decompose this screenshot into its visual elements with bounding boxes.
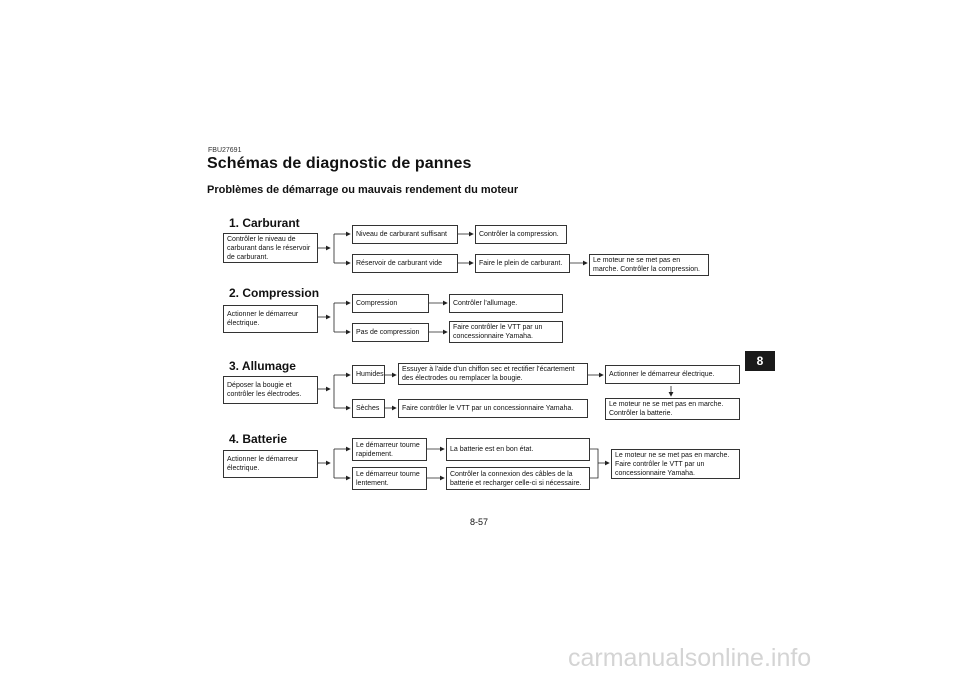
- allumage-dry-action-box: Faire contrôler le VTT par un concessionnaire Yamaha.: [398, 399, 588, 418]
- allumage-wet-next-box: Actionner le démarreur électrique.: [605, 365, 740, 384]
- batterie-fast-box: Le démarreur tourne rapidement.: [352, 438, 427, 461]
- section-heading-batterie: 4. Batterie: [229, 432, 288, 446]
- allumage-dry-box: Sèches: [352, 399, 385, 418]
- carburant-ok-box: Niveau de carburant suffisant: [352, 225, 458, 244]
- allumage-check-box: Déposer la bougie et contrôler les électrodes.: [223, 376, 318, 404]
- carburant-nok-box: Réservoir de carburant vide: [352, 254, 458, 273]
- batterie-check-box: Actionner le démarreur électrique.: [223, 450, 318, 478]
- carburant-result-box: Le moteur ne se met pas en marche. Contrôler la compression.: [589, 254, 709, 276]
- page-number: 8-57: [470, 517, 489, 527]
- allumage-result-box: Le moteur ne se met pas en marche. Contrôler la batterie.: [605, 398, 740, 420]
- section-heading-carburant: 1. Carburant: [229, 216, 300, 230]
- allumage-wet-box: Humides: [352, 365, 385, 384]
- reference-code: FBU27691: [208, 147, 242, 154]
- carburant-ok-action-box: Contrôler la compression.: [475, 225, 567, 244]
- section-heading-compression: 2. Compression: [229, 286, 320, 300]
- batterie-slow-box: Le démarreur tourne lentement.: [352, 467, 427, 490]
- section-heading-allumage: 3. Allumage: [229, 359, 296, 373]
- batterie-slow-action-box: Contrôler la connexion des câbles de la batterie et recharger celle-ci si nécessaire.: [446, 467, 590, 490]
- chapter-tab: 8: [745, 351, 775, 371]
- compression-ok-action-box: Contrôler l’allumage.: [449, 294, 563, 313]
- page-subtitle: Problèmes de démarrage ou mauvais rendement du moteur: [207, 184, 519, 196]
- carburant-check-box: Contrôler le niveau de carburant dans le réservoir de carburant.: [223, 233, 318, 263]
- allumage-wet-action-box: Essuyer à l’aide d’un chiffon sec et rectifier l’écartement des électrodes ou remplacer la bougie.: [398, 363, 588, 385]
- compression-nok-box: Pas de compression: [352, 323, 429, 342]
- watermark: carmanualsonline.info: [568, 644, 812, 672]
- compression-ok-box: Compression: [352, 294, 429, 313]
- batterie-result-box: Le moteur ne se met pas en marche. Faire contrôler le VTT par un concessionnaire Yamaha.: [611, 449, 740, 479]
- compression-nok-action-box: Faire contrôler le VTT par un concessionnaire Yamaha.: [449, 321, 563, 343]
- batterie-fast-action-box: La batterie est en bon état.: [446, 438, 590, 461]
- page-title: Schémas de diagnostic de pannes: [207, 155, 472, 172]
- carburant-nok-action-box: Faire le plein de carburant.: [475, 254, 570, 273]
- compression-check-box: Actionner le démarreur électrique.: [223, 305, 318, 333]
